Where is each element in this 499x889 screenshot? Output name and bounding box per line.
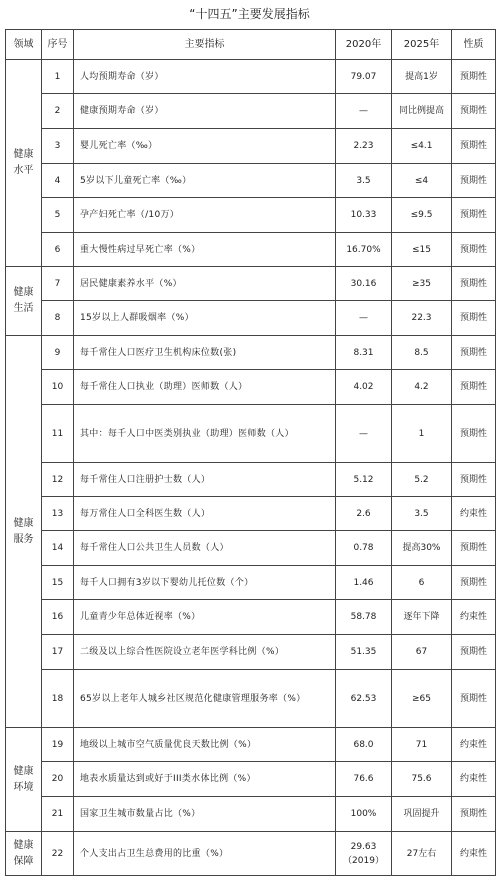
value-2020: — — [336, 405, 392, 463]
domain-label: 健康 — [13, 149, 34, 160]
indicator-name: 个人支出占卫生总费用的比重（%） — [74, 832, 336, 876]
indicator-name: 其中：每千人口中医类别执业（助理）医师数（人） — [74, 405, 336, 463]
indicator-name: 国家卫生城市数量占比（%） — [74, 797, 336, 832]
indicator-nature: 约束性 — [452, 762, 496, 797]
domain-label: 健康 — [13, 839, 34, 851]
indicator-nature: 预期性 — [452, 267, 496, 301]
target-2025: 同比例提高 — [392, 94, 452, 129]
domain-label: 保障 — [13, 855, 34, 867]
table-row — [6, 670, 496, 728]
target-2025: 5.2 — [392, 463, 452, 497]
value-2020: — — [336, 94, 392, 129]
row-number: 13 — [42, 497, 74, 531]
target-2025: 71 — [392, 728, 452, 762]
row-number: 22 — [42, 832, 74, 876]
domain-label: 健康 — [13, 517, 34, 529]
indicator-name: 居民健康素养水平（%） — [74, 267, 336, 301]
value-2020: 3.5 — [336, 164, 392, 198]
header-2025: 2025年 — [392, 30, 452, 60]
row-number: 12 — [42, 463, 74, 497]
indicator-name: 5岁以下儿童死亡率（‰） — [74, 164, 336, 198]
indicator-name: 每千常住人口注册护士数（人） — [74, 463, 336, 497]
domain-label: 健康 — [13, 287, 34, 298]
target-2025: ≤4 — [392, 164, 452, 198]
row-number: 1 — [42, 60, 74, 94]
indicator-nature: 约束性 — [452, 728, 496, 762]
table-row — [6, 405, 496, 463]
table-row — [6, 600, 496, 635]
value-2020: 1.46 — [336, 566, 392, 600]
indicator-nature: 约束性 — [452, 832, 496, 876]
target-2025: 4.2 — [392, 370, 452, 405]
value-2020: 5.12 — [336, 463, 392, 497]
indicator-name: 15岁以上人群吸烟率（%） — [74, 301, 336, 336]
row-number: 6 — [42, 233, 74, 267]
domain-label: 生活 — [13, 303, 34, 314]
value-2020: 62.53 — [336, 670, 392, 728]
row-number: 11 — [42, 405, 74, 463]
indicator-nature: 预期性 — [452, 336, 496, 370]
indicator-name: 地级以上城市空气质量优良天数比例（%） — [74, 728, 336, 762]
table-row — [6, 762, 496, 797]
indicator-nature: 预期性 — [452, 94, 496, 129]
table-row — [6, 301, 496, 336]
indicator-nature: 预期性 — [452, 405, 496, 463]
header-indicator: 主要指标 — [74, 30, 336, 60]
indicator-nature: 预期性 — [452, 566, 496, 600]
target-2025: 27左右 — [392, 832, 452, 876]
value-2020: 29.63 （2019） — [336, 832, 392, 876]
row-number: 4 — [42, 164, 74, 198]
domain-label: 水平 — [13, 165, 34, 176]
indicator-name: 儿童青少年总体近视率（%） — [74, 600, 336, 635]
indicator-name: 每千常住人口公共卫生人员数（人） — [74, 531, 336, 566]
indicator-nature: 预期性 — [452, 60, 496, 94]
domain-cell — [6, 336, 42, 728]
table-title: “十四五”主要发展指标 — [189, 7, 310, 21]
indicator-nature: 预期性 — [452, 301, 496, 336]
value-2020: 0.78 — [336, 531, 392, 566]
row-number: 17 — [42, 635, 74, 670]
domain-label: 服务 — [13, 533, 34, 545]
row-number: 7 — [42, 267, 74, 301]
table-row — [6, 797, 496, 832]
header-2020: 2020年 — [336, 30, 392, 60]
row-number: 10 — [42, 370, 74, 405]
target-2025: 67 — [392, 635, 452, 670]
indicator-nature: 预期性 — [452, 670, 496, 728]
table-row — [6, 94, 496, 129]
header-row — [6, 30, 496, 60]
header-number: 序号 — [42, 30, 74, 60]
indicator-nature: 预期性 — [452, 370, 496, 405]
target-2025: 巩固提升 — [392, 797, 452, 832]
target-2025: 6 — [392, 566, 452, 600]
domain-cell — [6, 267, 42, 336]
indicator-nature: 预期性 — [452, 198, 496, 233]
target-2025: ≥35 — [392, 267, 452, 301]
value-2020: 2.23 — [336, 129, 392, 164]
row-number: 14 — [42, 531, 74, 566]
indicator-name: 每万常住人口全科医生数（人） — [74, 497, 336, 531]
value-2020: 58.78 — [336, 600, 392, 635]
indicator-nature: 预期性 — [452, 129, 496, 164]
table-row — [6, 497, 496, 531]
row-number: 19 — [42, 728, 74, 762]
value-2020: 76.6 — [336, 762, 392, 797]
value-2020: 2.6 — [336, 497, 392, 531]
target-2025: 3.5 — [392, 497, 452, 531]
indicator-name: 人均预期寿命（岁） — [74, 60, 336, 94]
value-2020: 51.35 — [336, 635, 392, 670]
table-row — [6, 531, 496, 566]
header-nature: 性质 — [452, 30, 496, 60]
indicator-nature: 约束性 — [452, 600, 496, 635]
table-row — [6, 728, 496, 762]
row-number: 9 — [42, 336, 74, 370]
target-2025: 8.5 — [392, 336, 452, 370]
indicator-name: 健康预期寿命（岁） — [74, 94, 336, 129]
value-2020: 79.07 — [336, 60, 392, 94]
value-2020: 100% — [336, 797, 392, 832]
indicator-nature: 预期性 — [452, 531, 496, 566]
indicator-nature: 预期性 — [452, 797, 496, 832]
indicator-name: 地表水质量达到或好于III类水体比例（%） — [74, 762, 336, 797]
domain-label: 环境 — [13, 781, 34, 793]
table-row — [6, 336, 496, 370]
value-2020: 68.0 — [336, 728, 392, 762]
indicator-name: 每千常住人口医疗卫生机构床位数(张) — [74, 336, 336, 370]
table-row — [6, 198, 496, 233]
indicator-nature: 预期性 — [452, 164, 496, 198]
table-row — [6, 635, 496, 670]
table-row — [6, 832, 496, 876]
row-number: 18 — [42, 670, 74, 728]
table-row — [6, 566, 496, 600]
domain-cell — [6, 60, 42, 267]
table-row — [6, 267, 496, 301]
value-2020: 8.31 — [336, 336, 392, 370]
indicator-nature: 预期性 — [452, 463, 496, 497]
target-2025: 提高30% — [392, 531, 452, 566]
indicator-name: 65岁以上老年人城乡社区规范化健康管理服务率（%） — [74, 670, 336, 728]
domain-cell — [6, 832, 42, 876]
row-number: 2 — [42, 94, 74, 129]
indicators-table — [5, 29, 496, 876]
value-2020: 30.16 — [336, 267, 392, 301]
target-2025: 提高1岁 — [392, 60, 452, 94]
table-row — [6, 463, 496, 497]
target-2025: 逐年下降 — [392, 600, 452, 635]
domain-label: 健康 — [13, 765, 34, 777]
target-2025: ≥65 — [392, 670, 452, 728]
header-domain: 领域 — [6, 30, 42, 60]
target-2025: 1 — [392, 405, 452, 463]
target-2025: 22.3 — [392, 301, 452, 336]
indicator-name: 重大慢性病过早死亡率（%） — [74, 233, 336, 267]
table-row — [6, 129, 496, 164]
row-number: 20 — [42, 762, 74, 797]
row-number: 5 — [42, 198, 74, 233]
domain-cell — [6, 728, 42, 832]
indicator-name: 婴儿死亡率（‰） — [74, 129, 336, 164]
row-number: 3 — [42, 129, 74, 164]
target-2025: ≤15 — [392, 233, 452, 267]
target-2025: 75.6 — [392, 762, 452, 797]
table-row — [6, 233, 496, 267]
indicator-nature: 约束性 — [452, 497, 496, 531]
value-2020: 10.33 — [336, 198, 392, 233]
table-row — [6, 60, 496, 94]
indicator-name: 二级及以上综合性医院设立老年医学科比例（%） — [74, 635, 336, 670]
indicator-name: 每千常住人口执业（助理）医师数（人） — [74, 370, 336, 405]
indicator-name: 孕产妇死亡率（/10万） — [74, 198, 336, 233]
row-number: 16 — [42, 600, 74, 635]
indicator-name: 每千人口拥有3岁以下婴幼儿托位数（个） — [74, 566, 336, 600]
value-2020: 16.70% — [336, 233, 392, 267]
row-number: 21 — [42, 797, 74, 832]
target-2025: ≤9.5 — [392, 198, 452, 233]
indicator-nature: 预期性 — [452, 233, 496, 267]
table-row — [6, 370, 496, 405]
value-2020: 4.02 — [336, 370, 392, 405]
row-number: 15 — [42, 566, 74, 600]
table-row — [6, 164, 496, 198]
indicator-nature: 预期性 — [452, 635, 496, 670]
value-2020: — — [336, 301, 392, 336]
target-2025: ≤4.1 — [392, 129, 452, 164]
row-number: 8 — [42, 301, 74, 336]
